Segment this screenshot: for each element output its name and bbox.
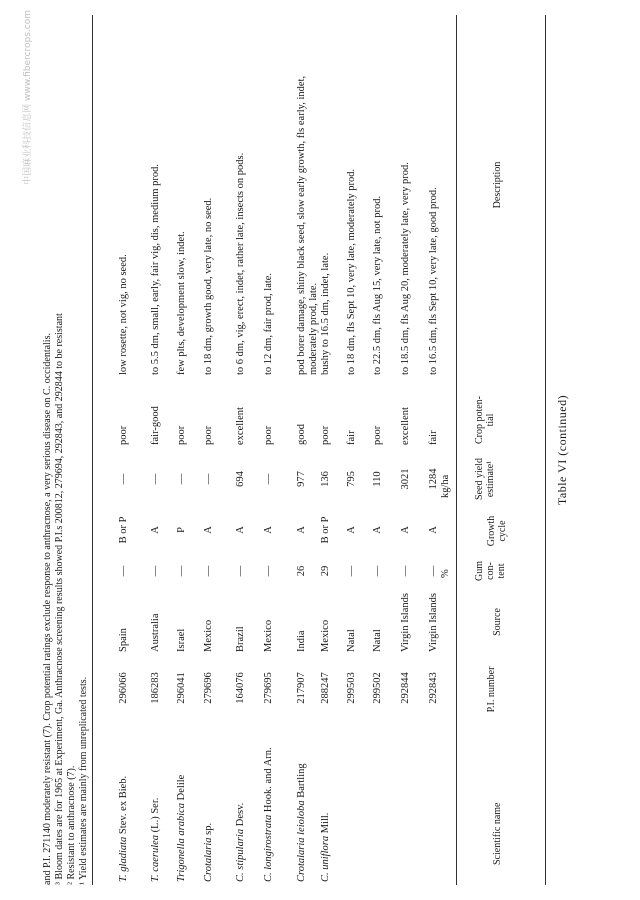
cell-crop: excellent	[235, 407, 246, 445]
footnote-3: ³ Bloom dates are for 1965 at Experiment, Ga. Anthracnose screening results showed P.I.s 200812, 279694, 292843, and 292844 to be resistant	[54, 313, 65, 885]
cell-source: Mexico	[320, 619, 331, 652]
scientific-author: Hook. and Arn.	[263, 747, 274, 815]
table-title: Table VI (continued)	[555, 394, 569, 506]
cell-gum: —	[235, 565, 246, 577]
cell-gum: —	[372, 565, 383, 577]
cell-growth: A	[203, 526, 214, 534]
cell-growth: A	[428, 526, 439, 534]
cell-growth: A	[372, 526, 383, 534]
cell-desc: few plts, development slow, indet.	[176, 231, 187, 375]
cell-source: Brazil	[235, 626, 246, 652]
cell-crop: poor	[176, 425, 187, 445]
cell-seed: 977	[296, 471, 307, 487]
cell-pi: 217907	[296, 672, 307, 704]
cell-crop: poor	[320, 425, 331, 445]
cell-gum: —	[203, 565, 214, 577]
cell-source: Australia	[150, 613, 161, 652]
cell-gum: —	[346, 565, 357, 577]
cell-crop: fair	[428, 430, 439, 445]
cell-desc: pod borer damage, shiny black seed, slow early growth, fls early, indet, moderately prod, late.	[296, 75, 319, 375]
cell-crop: excellent	[400, 407, 411, 445]
cell-seed: 110	[372, 471, 383, 487]
cell-desc: to 6 dm, vig, erect, indet, rather late, insects on pods.	[235, 152, 246, 375]
cell-growth: A	[400, 526, 411, 534]
cell-seed: 795	[346, 471, 357, 487]
cell-scientific-name	[150, 722, 162, 882]
cell-desc: bushy to 16.5 dm, indet, late.	[320, 252, 331, 375]
cell-crop: fair-good	[150, 406, 161, 445]
footnote-4: and P.I. 271140 moderately resistant (7). Crop potential ratings exclude response to anthracnose, a very serious disease on C. occidentalis.	[42, 333, 53, 885]
cell-growth: A	[296, 526, 307, 534]
scientific-genus-species: T. gladiata	[118, 836, 129, 882]
cell-source: India	[296, 630, 307, 652]
cell-seed: —	[176, 473, 187, 485]
cell-seed: —	[263, 473, 274, 485]
scientific-genus-species: C. uniflora	[320, 835, 331, 882]
cell-pi: 296066	[118, 672, 129, 704]
cell-growth: A	[150, 526, 161, 534]
cell-gum: —	[400, 565, 411, 577]
cell-crop: poor	[372, 425, 383, 445]
header-scientific-name: Scientific name	[492, 802, 503, 865]
cell-seed: —	[118, 473, 129, 485]
scientific-genus-species: C. longirostrata	[263, 814, 274, 882]
cell-gum: —	[428, 565, 439, 577]
cell-scientific-name	[263, 722, 275, 882]
cell-growth: B or P	[320, 516, 331, 544]
cell-pi: 288247	[320, 672, 331, 704]
cell-seed: 136	[320, 471, 331, 487]
header-gum-content: Gum con- tent	[474, 561, 507, 581]
cell-growth: A	[346, 526, 357, 534]
scientific-genus-species: Crotalaria	[203, 837, 214, 882]
watermark: 中国麻业科技信息网 www.fibercrops.com	[23, 10, 33, 185]
cell-scientific-name	[176, 722, 188, 882]
cell-source: Spain	[118, 628, 129, 652]
cell-growth: A	[263, 526, 274, 534]
cell-gum: —	[150, 565, 161, 577]
cell-desc: to 12 dm, fair prod, late.	[263, 272, 274, 375]
header-description: Description	[492, 161, 503, 209]
cell-crop: good	[296, 424, 307, 445]
cell-seed: 694	[235, 471, 246, 487]
cell-gum: —	[263, 565, 274, 577]
cell-source: Israel	[176, 628, 187, 652]
cell-desc: to 18 dm, growth good, very late, no seed.	[203, 197, 214, 375]
footnote-1: ¹ Yield estimates are mainly from unreplicated tests.	[78, 676, 89, 885]
unit-gum: %	[440, 569, 451, 578]
cell-source: Virgin Islands	[400, 593, 411, 652]
top-rule	[545, 15, 546, 885]
cell-pi: 164076	[235, 672, 246, 704]
cell-source: Mexico	[203, 619, 214, 652]
cell-growth: B or P	[118, 516, 129, 544]
cell-seed: 1284	[428, 468, 439, 490]
scientific-author: Stev. ex Bieb.	[118, 775, 129, 837]
cell-scientific-name	[296, 722, 308, 882]
cell-crop: poor	[118, 425, 129, 445]
cell-pi: 279695	[263, 672, 274, 704]
cell-pi: 292843	[428, 672, 439, 704]
cell-gum: 26	[296, 565, 307, 577]
cell-scientific-name	[118, 722, 130, 882]
cell-pi: 279696	[203, 672, 214, 704]
cell-gum: —	[176, 565, 187, 577]
bottom-rule	[92, 15, 93, 885]
cell-scientific-name	[203, 722, 215, 882]
cell-scientific-name	[235, 722, 247, 882]
cell-pi: 299503	[346, 672, 357, 704]
cell-seed: —	[203, 473, 214, 485]
cell-pi: 299502	[372, 672, 383, 704]
scientific-author: sp.	[203, 822, 214, 838]
scientific-author: Desv.	[235, 802, 246, 829]
cell-pi: 296041	[176, 672, 187, 704]
scientific-author: Delile	[176, 774, 187, 803]
cell-crop: fair	[346, 430, 357, 445]
cell-growth: P	[176, 527, 187, 533]
cell-crop: poor	[203, 425, 214, 445]
cell-source: Natal	[346, 629, 357, 652]
header-seed-yield: Seed yield estimate¹	[474, 458, 496, 500]
cell-source: Natal	[372, 629, 383, 652]
cell-source: Virgin Islands	[428, 593, 439, 652]
scientific-author: (L.) Ser.	[150, 797, 161, 835]
header-pi-number: P.I. number	[486, 666, 497, 713]
header-rule	[456, 15, 457, 885]
scientific-genus-species: Crotalaria leioloba	[296, 800, 307, 882]
cell-desc: to 22.5 dm, fls Aug 15, very late, not prod.	[372, 195, 383, 375]
scientific-author: Mill.	[320, 812, 331, 836]
scientific-genus-species: Trigonella arabica	[176, 802, 187, 882]
cell-growth: A	[235, 526, 246, 534]
scientific-genus-species: C. stipularia	[235, 828, 246, 882]
cell-seed: —	[150, 473, 161, 485]
cell-desc: to 18.5 dm, fls Aug 20, moderately late, very prod.	[400, 162, 411, 375]
cell-desc: to 5.5 dm, small, early, fair vig, dis, medium prod.	[150, 163, 161, 375]
header-growth-cycle: Growth cycle	[486, 515, 508, 547]
unit-seed: kg/ha	[440, 474, 451, 498]
footnote-2: ² Resistant to anthracnose (7).	[66, 765, 77, 885]
cell-desc: low rosette, not vig, no seed.	[118, 254, 129, 375]
cell-seed: 3021	[400, 468, 411, 490]
header-source: Source	[492, 608, 503, 636]
cell-gum: 29	[320, 565, 331, 577]
cell-pi: 292844	[400, 672, 411, 704]
cell-crop: poor	[263, 425, 274, 445]
cell-desc: to 16.5 dm, fls Sept 10, very late, good prod.	[428, 187, 439, 375]
header-crop-potential: Crop poten- tial	[474, 395, 496, 445]
cell-pi: 186283	[150, 672, 161, 704]
cell-source: Mexico	[263, 619, 274, 652]
cell-desc: to 18 dm, fls Sept 10, very late, moderately prod.	[346, 168, 357, 375]
scientific-author: Bartling	[296, 763, 307, 801]
cell-scientific-name	[320, 722, 332, 882]
cell-gum: —	[118, 565, 129, 577]
scientific-genus-species: T. caerulea	[150, 834, 161, 882]
